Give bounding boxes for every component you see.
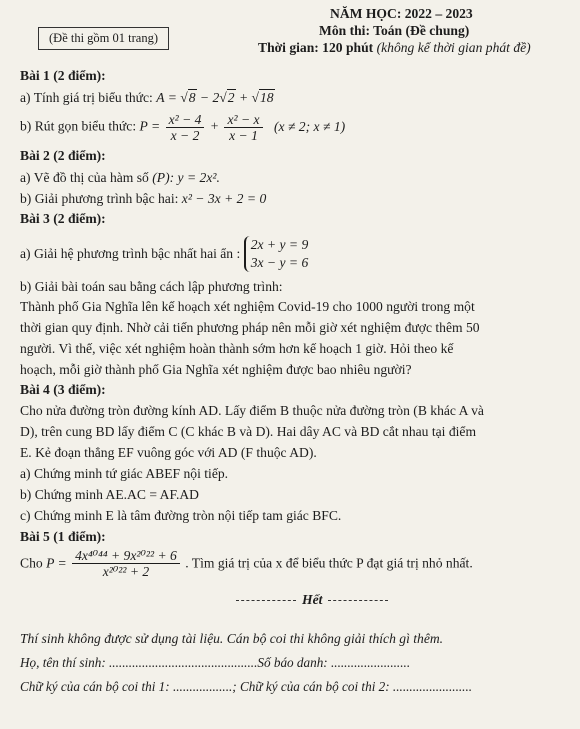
bai1-b: b) Rút gọn biểu thức: P = $\frac{\text{x² − 4}}{x - 2}$ + $\frac{\text{x² − x}}{x - 1}$ (x ≠ 2; x ≠ 1) bbox=[20, 112, 346, 143]
bai3-eq2: 3x − y = 6 bbox=[250, 255, 309, 270]
bai2-a-text: a) Vẽ đồ thị của hàm số bbox=[20, 170, 149, 185]
bai3-p2: thời gian quy định. Nhờ cải tiến phương pháp nên mỗi giờ xét nghiệm được thêm 50 bbox=[20, 320, 480, 335]
bai2-a-expr: (P): y = 2x². bbox=[152, 170, 220, 185]
bai2-b bbox=[20, 191, 266, 207]
end-rule-left bbox=[236, 600, 296, 601]
bai2-title: Bài 2 (2 điểm): bbox=[20, 148, 106, 163]
bai4-p1: Cho nửa đường tròn đường kính AD. Lấy điểm B thuộc nửa đường tròn (B khác A và bbox=[20, 403, 484, 418]
bai1-b-lhs: P bbox=[139, 118, 148, 134]
bai2-b-expr: x² − 3x + 2 = 0 bbox=[181, 191, 267, 206]
bai4-b: b) Chứng minh AE.AC = AF.AD bbox=[20, 487, 199, 502]
bai1-b-text: b) Rút gọn biểu thức: bbox=[20, 118, 137, 134]
bai4-a: a) Chứng minh tứ giác ABEF nội tiếp. bbox=[20, 466, 229, 481]
bai5-frac: $\frac{\text{4x⁴⁰⁴⁴ + 9x²⁰²² + 6}}{\text{x²⁰²² + 2}}$ bbox=[72, 548, 180, 579]
bai1-frac2: $\frac{\text{x² − x}}{x - 1}$ bbox=[224, 112, 262, 143]
bai1-frac1: $\frac{\text{x² − 4}}{x - 2}$ bbox=[166, 112, 205, 143]
bai3-system bbox=[244, 236, 309, 272]
bai3-p1: Thành phố Gia Nghĩa lên kế hoạch xét nghiệm Covid-19 cho 1000 người trong một bbox=[20, 299, 475, 314]
time-note: (không kể thời gian phát đề) bbox=[376, 40, 531, 55]
subject: Môn thi: Toán (Đề chung) bbox=[319, 23, 470, 38]
bai1-b-cond: (x ≠ 2; x ≠ 1) bbox=[273, 118, 346, 134]
bai5-lhs: P = bbox=[46, 555, 67, 571]
bai1-title: Bài 1 (2 điểm): bbox=[20, 68, 106, 83]
footer-note: Thí sinh không được sử dụng tài liệu. Cán bộ coi thi không giải thích gì thêm. bbox=[20, 631, 444, 646]
bai3-p3: người. Vì thế, việc xét nghiệm hoàn thành sớm hơn kế hoạch 1 giờ. Hỏi theo kế bbox=[20, 341, 454, 356]
footer-sign-line: Chữ ký của cán bộ coi thi 1: ..................; Chữ ký của cán bộ coi thi 2: ........................ bbox=[20, 679, 473, 694]
bai1-a-lhs: A bbox=[156, 90, 165, 105]
time-label: Thời gian: 120 phút bbox=[258, 40, 374, 55]
bai1-a-expr: A = √8 − 2√2 + √18 bbox=[156, 90, 274, 105]
bai3-p4: hoạch, mỗi giờ thành phố Gia Nghĩa xét nghiệm được bao nhiêu người? bbox=[20, 362, 412, 377]
bai1-a-text: a) Tính giá trị biểu thức: bbox=[20, 90, 153, 105]
exam-body bbox=[20, 0, 580, 729]
bai5-body bbox=[20, 548, 473, 579]
bai3-b: b) Giải bài toán sau bằng cách lập phương trình: bbox=[20, 279, 283, 294]
bai3-a-text: a) Giải hệ phương trình bậc nhất hai ẩn : bbox=[20, 246, 241, 261]
bai3-title: Bài 3 (2 điểm): bbox=[20, 211, 106, 226]
bai3-a bbox=[20, 236, 308, 272]
bai4-c: c) Chứng minh E là tâm đường tròn nội tiếp tam giác BFC. bbox=[20, 508, 342, 523]
bai1-a bbox=[20, 90, 275, 106]
bai4-p3: E. Kẻ đoạn thẳng EF vuông góc với AD (F thuộc AD). bbox=[20, 445, 317, 460]
footer-name-line: Họ, tên thí sinh: .............................................Số báo danh: ........................ bbox=[20, 655, 411, 670]
bai4-title: Bài 4 (3 điểm): bbox=[20, 382, 106, 397]
bai5-suffix: . Tìm giá trị của x để biểu thức P đạt giá trị nhỏ nhất. bbox=[185, 555, 473, 571]
end-label: Hết bbox=[302, 592, 323, 607]
school-year: NĂM HỌC: 2022 – 2023 bbox=[330, 6, 473, 21]
bai4-p2: D), trên cung BD lấy điểm C (C khác B và D). Hai dây AC và BD cắt nhau tại điểm bbox=[20, 424, 477, 439]
end-marker bbox=[230, 592, 394, 608]
pages-note: (Đề thi gồm 01 trang) bbox=[49, 31, 159, 45]
bai5-prefix: Cho bbox=[20, 555, 43, 571]
bai2-a bbox=[20, 170, 220, 186]
bai3-eq1: 2x + y = 9 bbox=[250, 237, 309, 252]
bai2-b-text: b) Giải phương trình bậc hai: bbox=[20, 191, 179, 206]
bai5-title: Bài 5 (1 điểm): bbox=[20, 529, 106, 544]
end-rule-right bbox=[328, 600, 388, 601]
